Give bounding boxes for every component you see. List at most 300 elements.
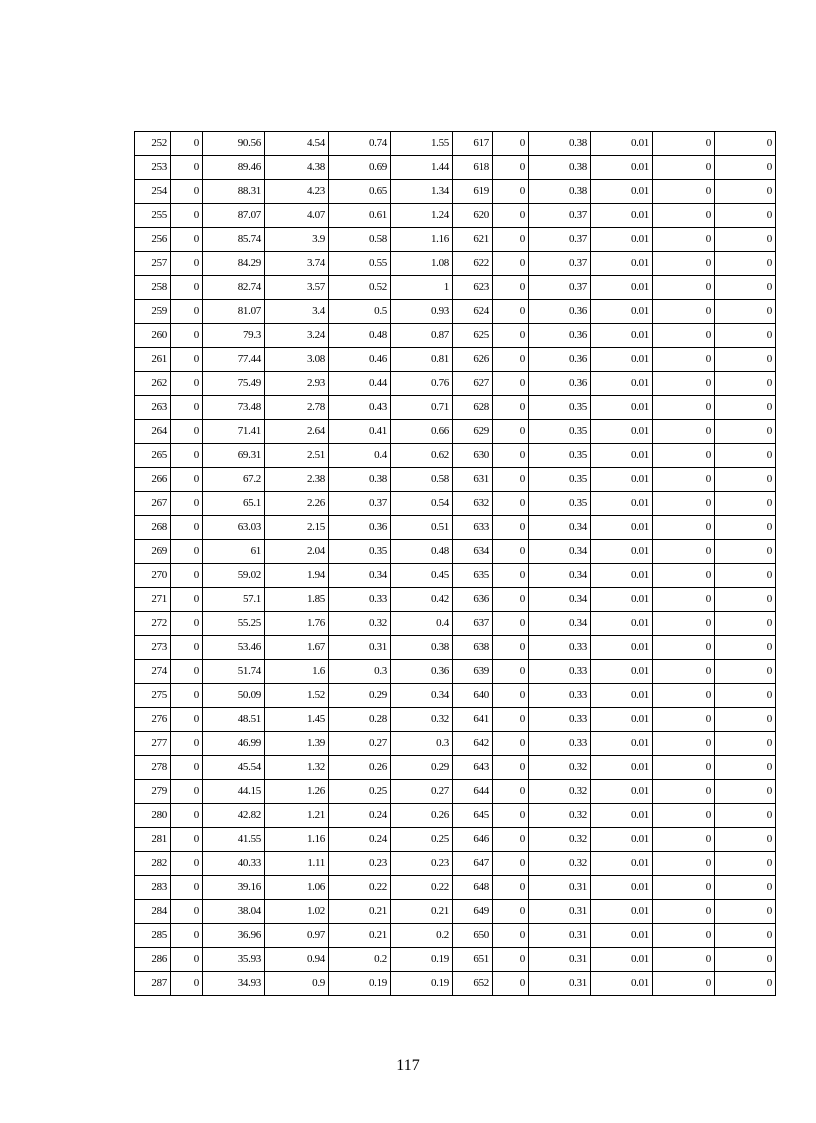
table-cell: 285 [135,924,171,948]
table-cell: 87.07 [203,204,265,228]
table-cell: 0.32 [529,756,591,780]
table-cell: 2.04 [265,540,329,564]
table-cell: 0 [715,804,776,828]
table-cell: 53.46 [203,636,265,660]
table-cell: 0 [493,756,529,780]
table-cell: 631 [453,468,493,492]
table-cell: 1.21 [265,804,329,828]
table-cell: 622 [453,252,493,276]
table-cell: 0.31 [529,900,591,924]
table-cell: 0.35 [529,492,591,516]
table-cell: 0.01 [591,276,653,300]
table-cell: 1.34 [391,180,453,204]
table-cell: 0.32 [529,780,591,804]
table-cell: 0 [493,780,529,804]
table-cell: 644 [453,780,493,804]
table-cell: 0 [171,180,203,204]
table-row [135,876,776,900]
table-cell: 0.21 [329,900,391,924]
table-cell: 0.27 [391,780,453,804]
table-cell: 50.09 [203,684,265,708]
table-cell: 0.28 [329,708,391,732]
table-cell: 0 [653,708,715,732]
table-cell: 0 [171,636,203,660]
table-cell: 0.81 [391,348,453,372]
table-cell: 0.01 [591,492,653,516]
table-cell: 0.34 [529,540,591,564]
table-cell: 0 [493,444,529,468]
table-cell: 69.31 [203,444,265,468]
table-cell: 0.01 [591,732,653,756]
table-row [135,300,776,324]
table-cell: 0.2 [329,948,391,972]
table-row [135,972,776,996]
table-cell: 0.01 [591,804,653,828]
table-cell: 0.33 [329,588,391,612]
table-cell: 0.01 [591,876,653,900]
table-cell: 0 [171,828,203,852]
table-cell: 617 [453,132,493,156]
table-cell: 281 [135,828,171,852]
table-cell: 1.16 [391,228,453,252]
table-cell: 0 [715,372,776,396]
table-cell: 0.01 [591,468,653,492]
table-cell: 0 [715,444,776,468]
table-cell: 0 [653,300,715,324]
table-cell: 0 [715,564,776,588]
table-row [135,444,776,468]
table-cell: 0 [715,876,776,900]
table-cell: 625 [453,324,493,348]
table-row [135,348,776,372]
table-cell: 0 [653,324,715,348]
table-cell: 0 [493,372,529,396]
table-cell: 0 [715,420,776,444]
table-cell: 0 [171,420,203,444]
table-cell: 2.64 [265,420,329,444]
table-cell: 0.19 [391,948,453,972]
table-cell: 0 [493,492,529,516]
table-cell: 0 [653,756,715,780]
table-cell: 2.93 [265,372,329,396]
table-cell: 0.3 [329,660,391,684]
table-cell: 0 [653,828,715,852]
table-cell: 0.01 [591,756,653,780]
table-cell: 626 [453,348,493,372]
table-cell: 0.01 [591,828,653,852]
table-cell: 0.01 [591,156,653,180]
table-cell: 1.11 [265,852,329,876]
table-cell: 0.25 [329,780,391,804]
table-cell: 650 [453,924,493,948]
table-cell: 0.65 [329,180,391,204]
table-row [135,732,776,756]
table-cell: 0 [493,828,529,852]
table-cell: 0.01 [591,540,653,564]
table-cell: 0.4 [329,444,391,468]
table-cell: 1.6 [265,660,329,684]
table-cell: 0 [715,660,776,684]
table-cell: 0.74 [329,132,391,156]
table-cell: 1.16 [265,828,329,852]
table-cell: 633 [453,516,493,540]
table-cell: 0.62 [391,444,453,468]
table-row [135,540,776,564]
table-cell: 0 [715,492,776,516]
table-cell: 0 [171,684,203,708]
table-cell: 0 [493,588,529,612]
table-cell: 0.58 [329,228,391,252]
table-cell: 0.46 [329,348,391,372]
table-row [135,588,776,612]
table-cell: 36.96 [203,924,265,948]
table-cell: 0.32 [329,612,391,636]
table-cell: 0.51 [391,516,453,540]
table-cell: 0.37 [529,228,591,252]
table-row [135,132,776,156]
table-cell: 0.01 [591,372,653,396]
table-cell: 641 [453,708,493,732]
table-cell: 0.42 [391,588,453,612]
table-cell: 0.25 [391,828,453,852]
table-cell: 0.35 [529,420,591,444]
table-cell: 0.34 [529,612,591,636]
table-cell: 0.24 [329,828,391,852]
table-cell: 0 [493,204,529,228]
table-cell: 0 [715,708,776,732]
table-body [135,132,776,996]
table-cell: 1 [391,276,453,300]
table-cell: 0.01 [591,948,653,972]
table-cell: 0.19 [329,972,391,996]
table-cell: 0 [653,156,715,180]
table-cell: 0 [715,828,776,852]
table-cell: 38.04 [203,900,265,924]
table-cell: 3.9 [265,228,329,252]
table-cell: 0 [171,756,203,780]
table-cell: 0.35 [529,444,591,468]
table-cell: 0.32 [529,852,591,876]
table-cell: 0 [653,732,715,756]
table-cell: 649 [453,900,493,924]
table-cell: 0.2 [391,924,453,948]
table-cell: 634 [453,540,493,564]
table-cell: 0 [653,204,715,228]
table-row [135,612,776,636]
table-row [135,804,776,828]
table-cell: 0 [653,540,715,564]
table-cell: 0.01 [591,636,653,660]
table-cell: 0 [715,156,776,180]
table-cell: 280 [135,804,171,828]
table-cell: 0.41 [329,420,391,444]
table-cell: 0 [493,420,529,444]
table-cell: 1.85 [265,588,329,612]
table-cell: 0 [171,924,203,948]
table-cell: 0 [493,732,529,756]
table-cell: 0 [715,348,776,372]
table-cell: 0.33 [529,708,591,732]
table-cell: 3.4 [265,300,329,324]
table-cell: 0 [493,468,529,492]
table-cell: 0.87 [391,324,453,348]
table-cell: 630 [453,444,493,468]
table-cell: 77.44 [203,348,265,372]
table-cell: 259 [135,300,171,324]
table-cell: 0 [171,564,203,588]
table-cell: 0.01 [591,348,653,372]
table-cell: 88.31 [203,180,265,204]
table-cell: 632 [453,492,493,516]
table-cell: 0.38 [329,468,391,492]
table-cell: 0.97 [265,924,329,948]
table-cell: 0.21 [391,900,453,924]
table-cell: 0 [715,516,776,540]
table-cell: 0 [715,204,776,228]
table-cell: 645 [453,804,493,828]
table-cell: 0 [171,300,203,324]
table-cell: 278 [135,756,171,780]
table-cell: 1.55 [391,132,453,156]
table-cell: 0.36 [391,660,453,684]
table-cell: 0.36 [529,372,591,396]
table-cell: 65.1 [203,492,265,516]
table-cell: 0 [715,324,776,348]
table-cell: 0.43 [329,396,391,420]
table-row [135,780,776,804]
table-cell: 0 [493,804,529,828]
table-cell: 0.01 [591,444,653,468]
table-cell: 0 [171,492,203,516]
table-cell: 271 [135,588,171,612]
table-cell: 276 [135,708,171,732]
table-cell: 0.01 [591,180,653,204]
table-cell: 0 [493,348,529,372]
table-cell: 282 [135,852,171,876]
table-cell: 255 [135,204,171,228]
table-cell: 0.38 [529,156,591,180]
table-cell: 0 [653,132,715,156]
table-cell: 0.26 [391,804,453,828]
table-cell: 0.31 [529,876,591,900]
table-cell: 0.45 [391,564,453,588]
table-cell: 71.41 [203,420,265,444]
table-row [135,564,776,588]
table-cell: 0 [653,228,715,252]
table-row [135,636,776,660]
table-cell: 0.01 [591,612,653,636]
table-cell: 0 [715,612,776,636]
table-cell: 48.51 [203,708,265,732]
table-cell: 1.24 [391,204,453,228]
table-row [135,204,776,228]
table-cell: 0 [493,924,529,948]
table-cell: 0 [715,468,776,492]
table-cell: 51.74 [203,660,265,684]
table-cell: 0 [715,300,776,324]
table-cell: 0 [493,612,529,636]
table-cell: 3.24 [265,324,329,348]
table-cell: 618 [453,156,493,180]
table-cell: 0.01 [591,132,653,156]
table-cell: 0.33 [529,636,591,660]
table-cell: 59.02 [203,564,265,588]
table-row [135,756,776,780]
table-cell: 1.45 [265,708,329,732]
table-cell: 89.46 [203,156,265,180]
table-cell: 0.34 [529,564,591,588]
table-cell: 0.44 [329,372,391,396]
table-cell: 0.01 [591,252,653,276]
table-cell: 45.54 [203,756,265,780]
table-cell: 39.16 [203,876,265,900]
table-row [135,948,776,972]
table-cell: 90.56 [203,132,265,156]
table-cell: 0.01 [591,852,653,876]
table-cell: 0.33 [529,660,591,684]
table-cell: 0.34 [529,516,591,540]
data-table [134,131,776,996]
table-cell: 279 [135,780,171,804]
table-cell: 1.08 [391,252,453,276]
table-row [135,924,776,948]
table-cell: 0 [493,228,529,252]
table-cell: 0 [653,972,715,996]
table-cell: 1.06 [265,876,329,900]
table-cell: 79.3 [203,324,265,348]
table-cell: 0.33 [529,732,591,756]
table-cell: 0 [653,348,715,372]
table-cell: 0 [715,780,776,804]
table-cell: 0 [493,876,529,900]
table-cell: 0.01 [591,684,653,708]
table-cell: 275 [135,684,171,708]
table-cell: 0 [653,276,715,300]
table-row [135,852,776,876]
table-cell: 2.38 [265,468,329,492]
table-row [135,660,776,684]
table-cell: 0.35 [529,468,591,492]
table-cell: 0 [171,612,203,636]
table-cell: 257 [135,252,171,276]
table-cell: 0.4 [391,612,453,636]
table-cell: 0.9 [265,972,329,996]
table-cell: 0 [171,780,203,804]
table-cell: 284 [135,900,171,924]
table-cell: 636 [453,588,493,612]
table-cell: 0 [653,564,715,588]
table-cell: 0 [653,876,715,900]
table-cell: 0.31 [529,972,591,996]
table-cell: 0.3 [391,732,453,756]
table-cell: 0.01 [591,660,653,684]
table-cell: 0.34 [529,588,591,612]
table-cell: 0.01 [591,396,653,420]
table-cell: 0 [715,684,776,708]
table-cell: 0 [493,660,529,684]
table-cell: 0 [493,900,529,924]
table-cell: 0.48 [329,324,391,348]
table-cell: 0 [715,588,776,612]
table-cell: 0.19 [391,972,453,996]
table-cell: 4.23 [265,180,329,204]
table-cell: 0 [493,564,529,588]
table-cell: 648 [453,876,493,900]
table-cell: 640 [453,684,493,708]
table-cell: 0 [171,228,203,252]
table-cell: 635 [453,564,493,588]
table-cell: 0.22 [329,876,391,900]
table-cell: 264 [135,420,171,444]
table-cell: 270 [135,564,171,588]
table-cell: 0.37 [529,252,591,276]
table-cell: 287 [135,972,171,996]
table-cell: 628 [453,396,493,420]
table-cell: 0 [171,660,203,684]
table-cell: 0.22 [391,876,453,900]
table-cell: 2.15 [265,516,329,540]
table-cell: 286 [135,948,171,972]
table-cell: 0 [653,372,715,396]
table-cell: 0.31 [329,636,391,660]
table-cell: 627 [453,372,493,396]
table-cell: 652 [453,972,493,996]
table-cell: 647 [453,852,493,876]
table-row [135,396,776,420]
table-cell: 274 [135,660,171,684]
table-cell: 0 [493,276,529,300]
table-cell: 252 [135,132,171,156]
table-row [135,276,776,300]
table-cell: 34.93 [203,972,265,996]
table-cell: 0.31 [529,948,591,972]
table-cell: 0.01 [591,708,653,732]
table-cell: 0 [715,276,776,300]
table-cell: 0 [171,588,203,612]
table-cell: 0.35 [329,540,391,564]
table-cell: 0 [715,756,776,780]
table-cell: 46.99 [203,732,265,756]
table-cell: 0 [653,612,715,636]
table-cell: 0 [715,948,776,972]
table-cell: 0.01 [591,588,653,612]
table-cell: 0 [653,180,715,204]
table-cell: 0.38 [391,636,453,660]
table-cell: 84.29 [203,252,265,276]
table-cell: 0.29 [391,756,453,780]
table-cell: 253 [135,156,171,180]
table-cell: 0 [715,732,776,756]
table-cell: 35.93 [203,948,265,972]
table-cell: 0 [653,396,715,420]
table-cell: 0 [493,132,529,156]
table-cell: 651 [453,948,493,972]
table-cell: 0 [171,804,203,828]
table-row [135,468,776,492]
table-cell: 4.38 [265,156,329,180]
table-cell: 0 [171,732,203,756]
table-cell: 0.34 [391,684,453,708]
table-cell: 262 [135,372,171,396]
table-cell: 0.01 [591,300,653,324]
table-cell: 0.24 [329,804,391,828]
table-cell: 0 [653,852,715,876]
table-cell: 0 [171,948,203,972]
table-row [135,900,776,924]
table-cell: 0 [171,900,203,924]
table-row [135,252,776,276]
table-cell: 642 [453,732,493,756]
